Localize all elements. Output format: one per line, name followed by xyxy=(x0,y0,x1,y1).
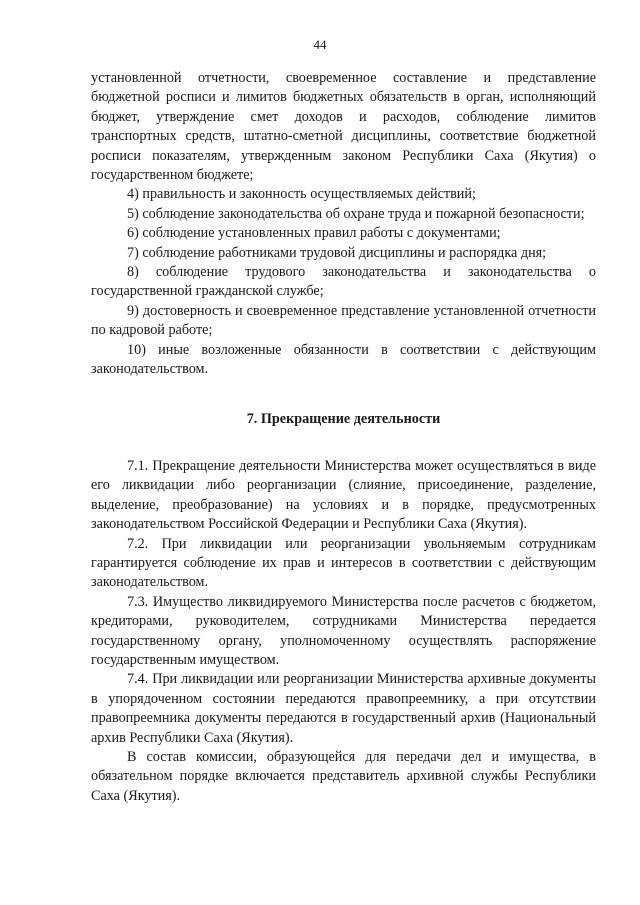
list-item: 10) иные возложенные обязанности в соответствии с действующим законодательством. xyxy=(91,341,596,378)
list-item: 8) соблюдение трудового законодательства и законодательства о государственной гражданской службе; xyxy=(91,264,596,300)
clause-paragraph: 7.3. Имущество ликвидируемого Министерства после расчетов с бюджетом, кредиторами, руководителем, сотрудниками Министерства передается государственному органу, уполномоченному осуществлять распоряжение государственным имуществом. xyxy=(91,593,596,668)
clause-paragraph: 7.2. При ликвидации или реорганизации увольняемым сотрудникам гарантируется соблюдение их прав и интересов в соответствии с действующим законодательством. xyxy=(91,535,596,591)
clause-paragraph: В состав комиссии, образующейся для передачи дел и имущества, в обязательном порядке включается представитель архивной службы Республики Саха (Якутия). xyxy=(91,749,596,804)
paragraph: установленной отчетности, своевременное составление и представление бюджетной росписи и лимитов бюджетных обязательств в орган, исполняющий бюджет, утверждение смет доходов и расходов, соблюдение лимитов транспортных средств, штатно-сметной дисциплины, соответствие бюджетной росписи показателям, утвержденным законом Республики Саха (Якутия) о государственном бюджете; xyxy=(91,70,596,184)
list-item: 5) соблюдение законодательства об охране труда и пожарной безопасности; xyxy=(127,205,585,222)
list-item: 9) достоверность и своевременное представление установленной отчетности по кадровой работе; xyxy=(91,302,596,339)
section-heading: 7. Прекращение деятельности xyxy=(246,410,441,427)
list-item: 6) соблюдение установленных правил работы с документами; xyxy=(127,225,501,242)
clause-paragraph: 7.4. При ликвидации или реорганизации Министерства архивные документы в упорядоченном состоянии передаются правопреемнику, а при отсутствии правопреемника документы передаются в государственный архив (Национальный архив Республики Саха (Якутия). xyxy=(91,671,596,746)
list-item: 7) соблюдение работниками трудовой дисциплины и распорядка дня; xyxy=(127,244,547,261)
list-item: 4) правильность и законность осуществляемых действий; xyxy=(127,186,476,203)
document-body xyxy=(91,69,596,806)
page-number: 44 xyxy=(313,37,327,52)
clause-paragraph: 7.1. Прекращение деятельности Министерства может осуществляться в виде его ликвидации либо реорганизации (слияние, присоединение, разделение, выделение, преобразование) на условиях и в порядке, предусмотренных законодательством Российской Федерации и Республики Саха (Якутия). xyxy=(91,457,596,533)
